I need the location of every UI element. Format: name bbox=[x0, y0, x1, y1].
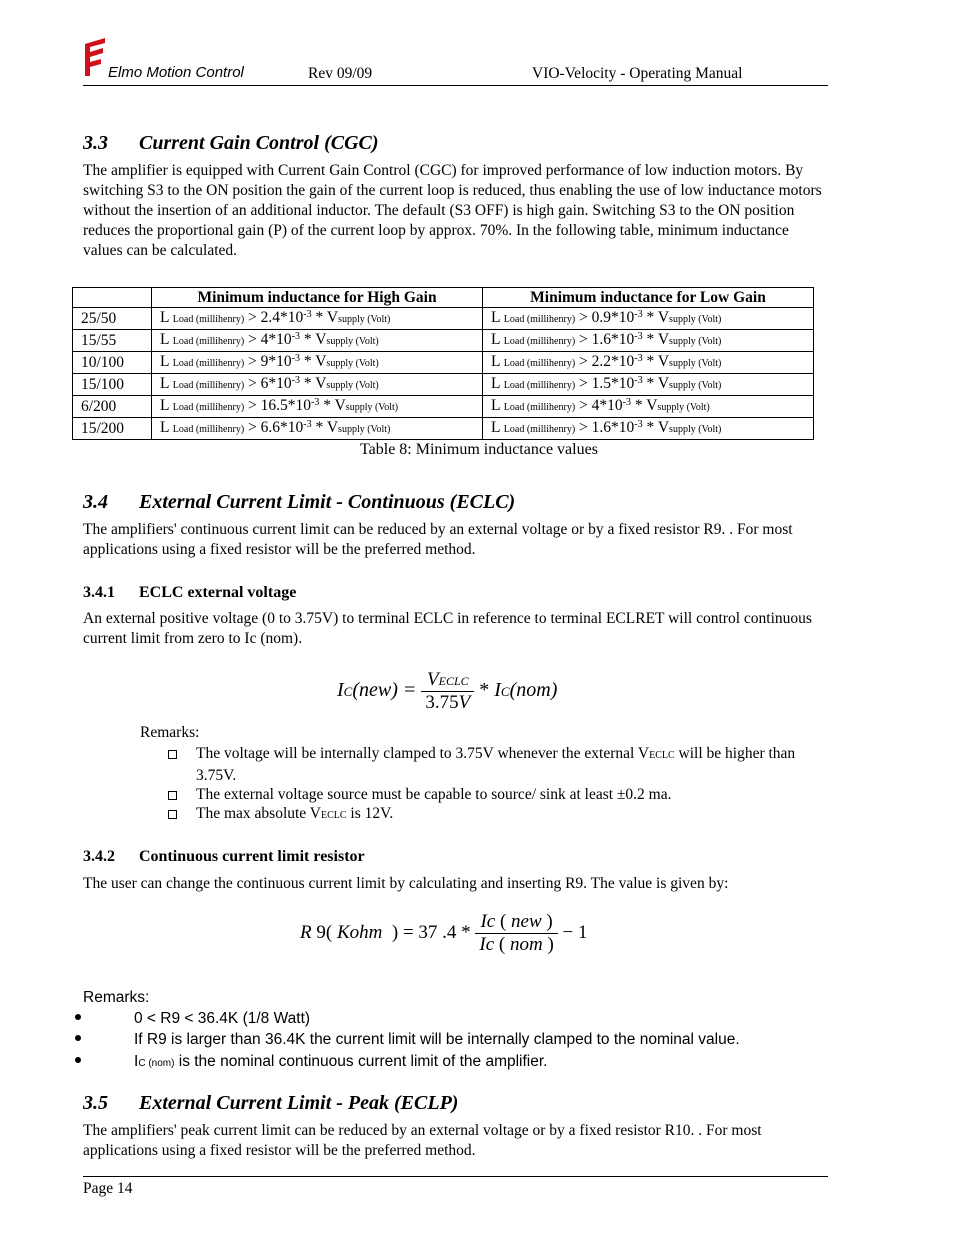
table-cell-low: L Load (millihenry) > $0.9*10^{-3}$ * Vsupply (Volt) bbox=[483, 308, 814, 330]
header-manual-title: VIO-Velocity - Operating Manual bbox=[532, 65, 743, 82]
table-header-model bbox=[73, 288, 152, 308]
section-heading bbox=[83, 491, 515, 514]
formula-fraction: $\frac{\text{VECLC}}{3.75V}$ bbox=[421, 669, 474, 714]
subsection-paragraph: The user can change the continuous current limit by calculating and inserting R9. The value is given by: bbox=[83, 875, 729, 892]
bullet-icon bbox=[75, 1057, 81, 1063]
subsection-heading bbox=[83, 584, 296, 602]
remarks-label: Remarks: bbox=[83, 989, 150, 1006]
checkbox-bullet-icon bbox=[168, 810, 177, 819]
table-row bbox=[73, 418, 814, 440]
section-heading bbox=[83, 1092, 458, 1115]
table-cell-low: L Load (millihenry) > $1.6*10^{-3}$ * Vsupply (Volt) bbox=[483, 418, 814, 440]
section-heading bbox=[83, 132, 379, 155]
table-cell-model: 15/100 bbox=[73, 374, 152, 396]
section-paragraph: The amplifier is equipped with Current Gain Control (CGC) for improved performance of low induction motors. By switching S3 to the ON position the gain of the current loop is reduced, thus enabling the use of low inductance motors without the insertion of an additional inductor. The default (S3 OFF) is high gain. Switching S3 to the ON position reduces the proportional gain (P) of the current loop by approx. 70%. In the following table, minimum inductance values can be calculated. bbox=[83, 162, 822, 259]
checkbox-bullet-icon bbox=[168, 791, 177, 800]
subsection-title: Continuous current limit resistor bbox=[139, 848, 365, 865]
table-cell-high: L Load (millihenry) > $6*10^{-3}$ * Vsupply (Volt) bbox=[152, 374, 483, 396]
remark-item: The voltage will be internally clamped to 3.75V whenever the external VECLC will be higher than 3.75V. bbox=[168, 744, 828, 786]
section-number: 3.5 bbox=[83, 1092, 108, 1114]
company-logo bbox=[83, 36, 109, 78]
table-row bbox=[73, 308, 814, 330]
section-paragraph: The amplifiers' continuous current limit can be reduced by an external voltage or by a fixed resistor R9. . For most applications using a fixed resistor will be the preferred method. bbox=[83, 521, 793, 558]
header-company: Elmo Motion Control bbox=[108, 64, 244, 81]
header-revision: Rev 09/09 bbox=[308, 65, 373, 82]
subsection-paragraph: An external positive voltage (0 to 3.75V) to terminal ECLC in reference to terminal ECLRET will control continuous current limit from zero to Ic (nom). bbox=[83, 610, 812, 647]
table-cell-model: 15/200 bbox=[73, 418, 152, 440]
bullet-item: 0 < R9 < 36.4K (1/8 Watt) bbox=[75, 1010, 815, 1028]
footer-rule bbox=[83, 1176, 828, 1177]
bullet-icon bbox=[75, 1014, 81, 1020]
table-row bbox=[73, 352, 814, 374]
subsection-heading bbox=[83, 848, 365, 866]
page-number: Page 14 bbox=[83, 1180, 133, 1197]
table-header-low: Minimum inductance for Low Gain bbox=[483, 288, 814, 308]
table-cell-high: L Load (millihenry) > $2.4*10^{-3}$ * Vsupply (Volt) bbox=[152, 308, 483, 330]
table-caption: Table 8: Minimum inductance values bbox=[360, 441, 598, 458]
remark-item: The max absolute VECLC is 12V. bbox=[168, 804, 828, 826]
table-cell-model: 6/200 bbox=[73, 396, 152, 418]
table-cell-low: L Load (millihenry) > $2.2*10^{-3}$ * Vsupply (Volt) bbox=[483, 352, 814, 374]
table-cell-model: 25/50 bbox=[73, 308, 152, 330]
section-title: External Current Limit - Peak (ECLP) bbox=[139, 1092, 459, 1114]
table-cell-model: 10/100 bbox=[73, 352, 152, 374]
bullet-item: IC (nom) is the nominal continuous current limit of the amplifier. bbox=[75, 1053, 815, 1071]
section-number: 3.3 bbox=[83, 132, 108, 154]
section-paragraph: The amplifiers' peak current limit can be reduced by an external voltage or by a fixed resistor R10. . For most applications using a fixed resistor will be the preferred method. bbox=[83, 1122, 762, 1159]
table-row bbox=[73, 396, 814, 418]
checkbox-bullet-icon bbox=[168, 750, 177, 759]
remarks-label: Remarks: bbox=[140, 724, 200, 741]
table-row bbox=[73, 374, 814, 396]
table-header-high: Minimum inductance for High Gain bbox=[152, 288, 483, 308]
subsection-number: 3.4.2 bbox=[83, 848, 115, 865]
header-rule bbox=[83, 85, 828, 86]
bullet-item: If R9 is larger than 36.4K the current limit will be internally clamped to the nominal value. bbox=[75, 1031, 815, 1049]
table-cell-high: L Load (millihenry) > $4*10^{-3}$ * Vsupply (Volt) bbox=[152, 330, 483, 352]
eclc-formula: IC(new) = $\frac{\text{VECLC}}{3.75V}$ * IC(nom) bbox=[337, 669, 558, 713]
table-cell-model: 15/55 bbox=[73, 330, 152, 352]
section-title: Current Gain Control (CGC) bbox=[139, 132, 379, 154]
inductance-table bbox=[72, 287, 814, 440]
section-number: 3.4 bbox=[83, 491, 108, 513]
subsection-title: ECLC external voltage bbox=[139, 584, 297, 601]
table-cell-low: L Load (millihenry) > $4*10^{-3}$ * Vsupply (Volt) bbox=[483, 396, 814, 418]
table-cell-low: L Load (millihenry) > $1.5*10^{-3}$ * Vsupply (Volt) bbox=[483, 374, 814, 396]
r9-formula: R 9( Kohm ) = 37 .4 * $\frac{\text{Ic ( new )}}{\text{Ic ( nom )}}$ − 1 bbox=[300, 911, 588, 955]
formula-fraction: $\frac{\text{Ic ( new )}}{\text{Ic ( nom )}}$ bbox=[475, 911, 557, 956]
table-cell-high: L Load (millihenry) > $6.6*10^{-3}$ * Vsupply (Volt) bbox=[152, 418, 483, 440]
remark-item: The external voltage source must be capable to source/ sink at least ±0.2 ma. bbox=[168, 785, 828, 805]
table-cell-low: L Load (millihenry) > $1.6*10^{-3}$ * Vsupply (Volt) bbox=[483, 330, 814, 352]
section-title: External Current Limit - Continuous (ECLC) bbox=[139, 491, 516, 513]
table-row bbox=[73, 330, 814, 352]
table-cell-high: L Load (millihenry) > $16.5*10^{-3}$ * Vsupply (Volt) bbox=[152, 396, 483, 418]
table-cell-high: L Load (millihenry) > $9*10^{-3}$ * Vsupply (Volt) bbox=[152, 352, 483, 374]
bullet-icon bbox=[75, 1035, 81, 1041]
subsection-number: 3.4.1 bbox=[83, 584, 115, 601]
